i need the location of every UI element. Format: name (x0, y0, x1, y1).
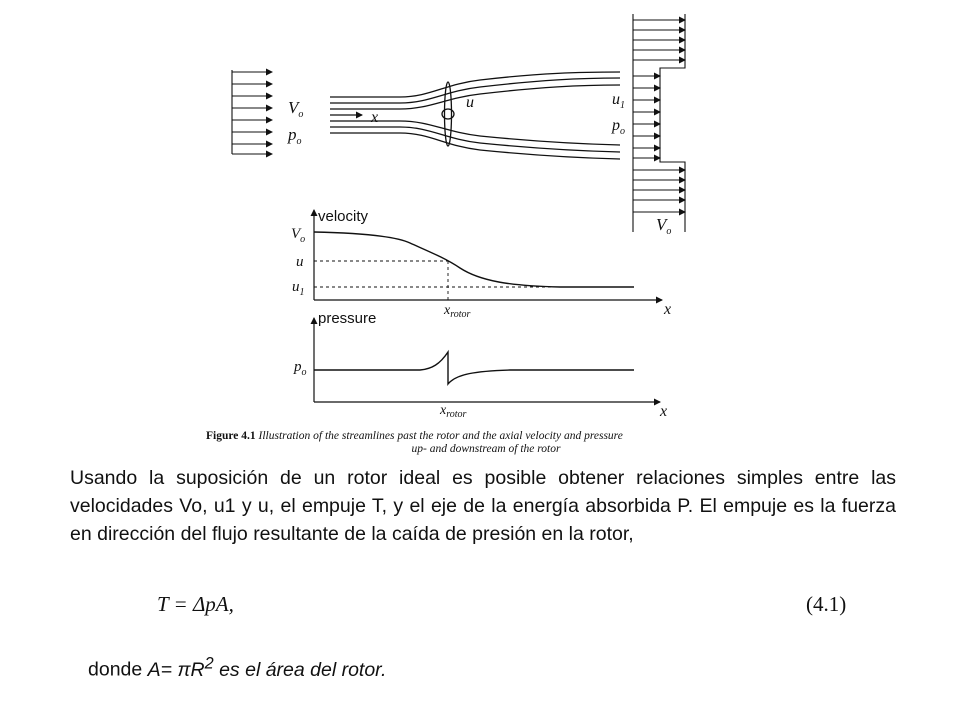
svg-text:u1: $u_1$ (612, 91, 625, 111)
svg-text:Vo: $V_o$ (291, 226, 306, 245)
svg-text:po: $p_o$ (288, 125, 302, 147)
caption-line-2: up- and downstream of the rotor (411, 443, 561, 455)
pressure-x-label: x (660, 403, 668, 420)
figure-caption (206, 430, 766, 456)
svg-text:Vo: $V_o$ (288, 98, 304, 120)
pressure-rotor-label: x (440, 403, 447, 418)
svg-text:po: $p_o$ (294, 359, 307, 378)
velocity-title: velocity (318, 208, 369, 225)
svg-text:Vo: $V_o$ (656, 215, 672, 237)
u-tick: u (296, 254, 304, 270)
pressure-title: pressure (318, 310, 377, 327)
u1-tick: u (292, 279, 300, 295)
x-label: x (371, 109, 379, 126)
caption-line-1: Illustration of the streamlines past the rotor and the axial velocity and pressure (258, 430, 623, 442)
upstream-velocity-profile (232, 70, 272, 154)
p0-right-label: p (612, 117, 620, 134)
svg-text:u1: $u_1$ (292, 279, 305, 298)
u1-right-label: u (612, 91, 620, 108)
figure-number: Figure 4.1 (206, 430, 256, 442)
equation-number: (4.1) (806, 592, 847, 616)
v0-tick: V (291, 226, 301, 242)
body-paragraph: Usando la suposición de un rotor ideal es posible obtener relaciones simples entre las velocidades Vo, u1 y u, el empuje T, y el eje de la energía absorbida P. El empuje es la fuerza en dirección del flujo resultante de la caída de presión en la rotor, (70, 467, 896, 545)
p0-left-label: p (288, 125, 297, 144)
u-rotor-label: u (466, 94, 474, 111)
velocity-x-label: x (664, 301, 672, 318)
area-definition: donde $A= \pi R^2$ es el área del rotor. (88, 654, 387, 681)
velocity-rotor-label: x (444, 303, 451, 318)
pressure-curve (314, 352, 634, 384)
svg-text:xrotor: $x_{rotor}$ (440, 403, 467, 420)
v0-bottom-label: V (656, 215, 667, 234)
pressure-plot (293, 310, 667, 420)
velocity-curve (314, 232, 634, 287)
thrust-equation: T = ΔpA, (157, 592, 234, 616)
p0-tick: p (294, 359, 302, 375)
v0-left-label: V (288, 98, 299, 117)
downstream-velocity-profile (633, 14, 685, 232)
svg-text:xrotor: $x_{rotor}$ (444, 303, 471, 320)
velocity-plot (291, 208, 671, 320)
svg-text:po: $p_o$ (612, 117, 625, 137)
